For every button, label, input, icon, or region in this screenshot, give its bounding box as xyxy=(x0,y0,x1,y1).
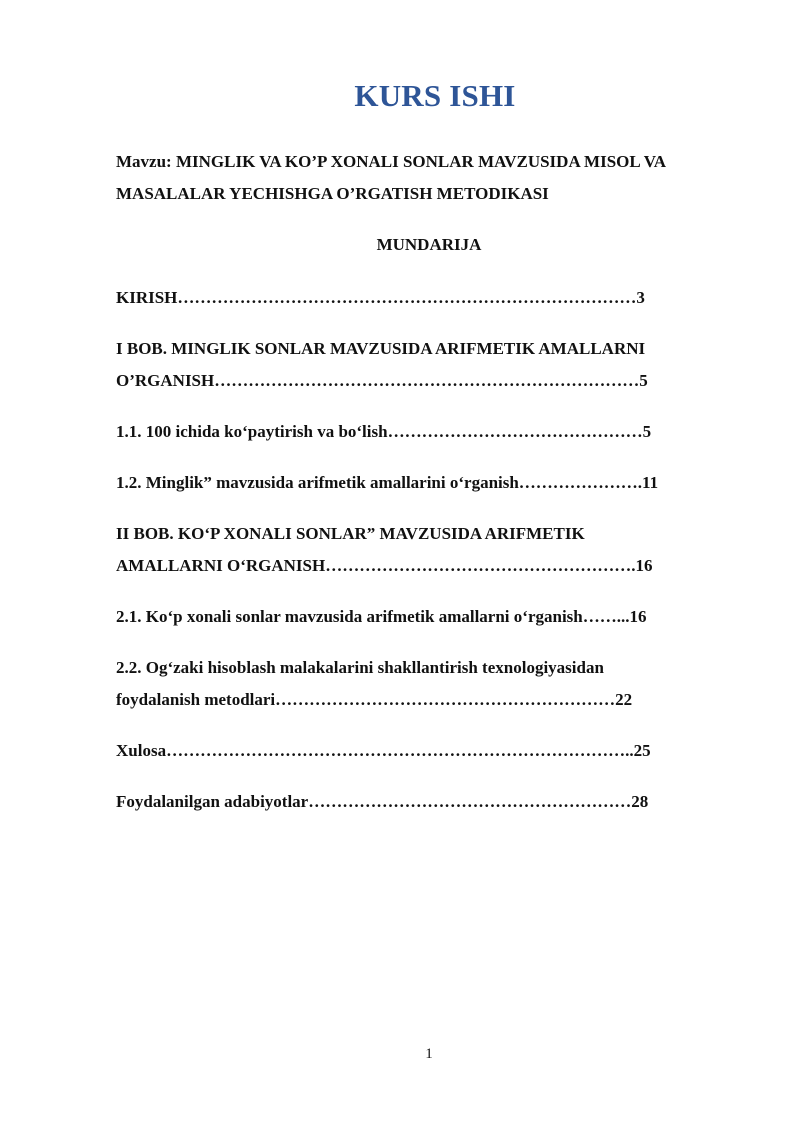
toc-entry-line: Xulosa………………………………………………………………………..25 xyxy=(116,741,651,760)
toc-entry-line: foydalanish metodlari……………………………………………………22 xyxy=(116,690,633,709)
toc-entry-line: II BOB. KO‘P XONALI SONLAR” MAVZUSIDA ARIFMETIK xyxy=(116,524,585,543)
toc-entry-line: Foydalanilgan adabiyotlar…………………………………………………28 xyxy=(116,792,649,811)
toc-entry-line: AMALLARNI O‘RGANISH……………………………………………….16 xyxy=(116,556,653,575)
toc-entry-kirish xyxy=(116,282,736,314)
toc-entry-xulosa xyxy=(116,735,736,767)
toc-entry-line: 1.2. Minglik” mavzusida arifmetik amallarini o‘rganish………………….11 xyxy=(116,473,659,492)
toc-entry-line: 2.2. Og‘zaki hisoblash malakalarini shakllantirish texnologiyasidan xyxy=(116,658,604,677)
toc-entry-line: I BOB. MINGLIK SONLAR MAVZUSIDA ARIFMETIK AMALLARNI xyxy=(116,339,646,358)
toc-heading: MUNDARIJA xyxy=(376,235,482,254)
toc-entry-section-1-2 xyxy=(116,467,736,499)
toc-entry-line: 1.1. 100 ichida ko‘paytirish va bo‘lish………………………………………5 xyxy=(116,422,652,441)
toc-entry-chapter-1 xyxy=(116,333,736,397)
toc-entry-section-2-2 xyxy=(116,652,736,716)
document-topic: Mavzu: MINGLIK VA KO’P XONALI SONLAR MAVZUSIDA MISOL VA MASALALAR YECHISHGA O’RGATISH METODIKASI xyxy=(116,152,666,203)
toc-entry-chapter-2 xyxy=(116,518,736,582)
toc-entry-references xyxy=(116,786,736,818)
toc-entry-section-2-1 xyxy=(116,601,736,633)
page-number: 1 xyxy=(425,1046,433,1062)
toc-entry-line: O’RGANISH…………………………………………………………………5 xyxy=(116,371,648,390)
toc-entry-section-1-1 xyxy=(116,416,736,448)
document-title: KURS ISHI xyxy=(354,78,516,113)
toc-entry-line: KIRISH………………………………………………………………………3 xyxy=(116,288,645,307)
toc-entry-line: 2.1. Ko‘p xonali sonlar mavzusida arifmetik amallarni o‘rganish……...16 xyxy=(116,607,647,626)
